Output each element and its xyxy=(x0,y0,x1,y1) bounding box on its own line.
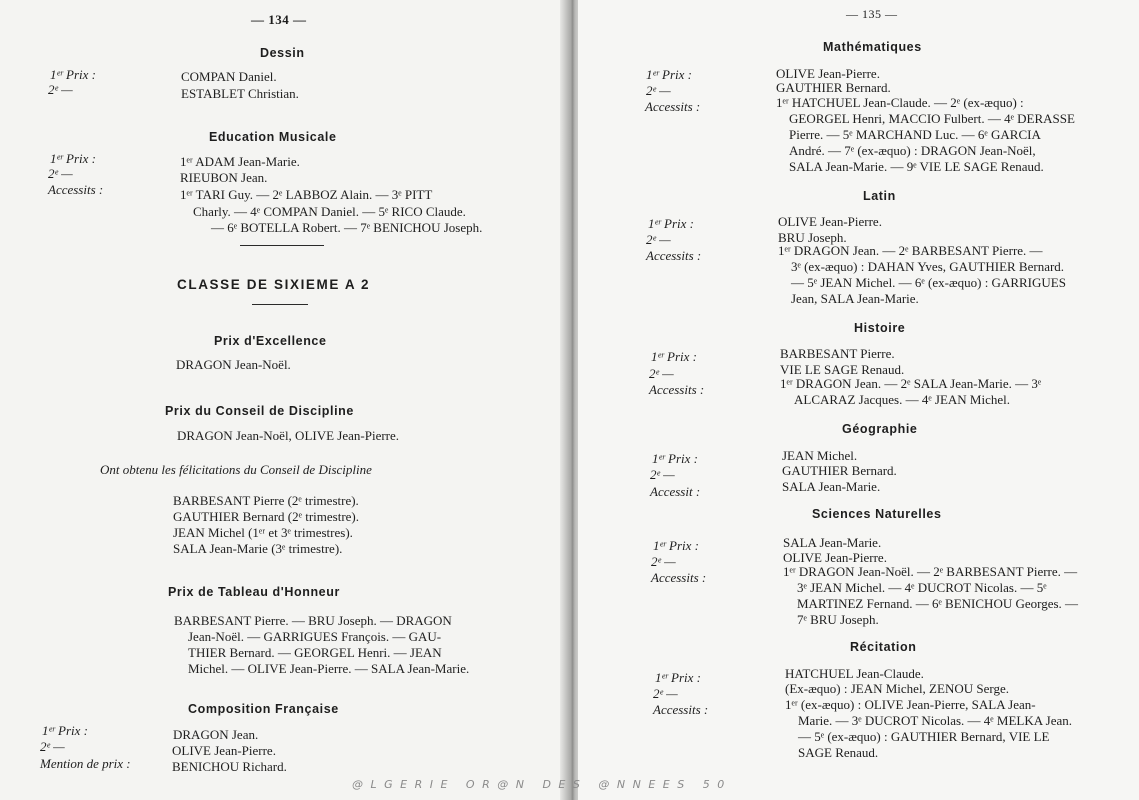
accessits-line: GEORGEL Henri, MACCIO Fulbert. — 4ᵉ DERASSE xyxy=(789,111,1075,126)
accessits-line: 3ᵉ JEAN Michel. — 4ᵉ DUCROT Nicolas. — 5ᵉ xyxy=(797,580,1047,595)
value: DRAGON Jean-Noël. xyxy=(176,357,291,372)
value: COMPAN Daniel. xyxy=(181,69,277,84)
page-number-left: — 134 — xyxy=(251,12,307,27)
label-2e: 2ᵉ — xyxy=(650,467,675,482)
label-accessits: Accessits : xyxy=(653,702,709,717)
heading-composition-francaise: Composition Française xyxy=(188,702,339,716)
heading-conseil-discipline: Prix du Conseil de Discipline xyxy=(165,404,354,418)
label-1er-prix: 1ᵉʳ Prix : xyxy=(50,67,97,82)
label-1er-prix: 1ᵉʳ Prix : xyxy=(648,216,695,231)
value: BARBESANT Pierre. xyxy=(780,346,895,361)
watermark-text: @LGERIE OR@N DES @NNEES 50 xyxy=(352,778,732,791)
heading-felicitations: Ont obtenu les félicitations du Conseil de Discipline xyxy=(100,462,372,477)
label-1er-prix: 1ᵉʳ Prix : xyxy=(655,670,702,685)
accessits-line: 1ᵉʳ DRAGON Jean. — 2ᵉ SALA Jean-Marie. — 3ᵉ xyxy=(780,376,1042,391)
value: HATCHUEL Jean-Claude. xyxy=(785,666,924,681)
value: BENICHOU Richard. xyxy=(172,759,287,774)
accessits-line: — 5ᵉ (ex-æquo) : GAUTHIER Bernard, VIE LE xyxy=(798,729,1050,744)
accessits-line: 1ᵉʳ HATCHUEL Jean-Claude. — 2ᵉ (ex-æquo) : xyxy=(776,95,1024,110)
value: BRU Joseph. xyxy=(778,230,847,245)
label-2e: 2ᵉ — xyxy=(646,83,671,98)
accessits-line: MARTINEZ Fernand. — 6ᵉ BENICHOU Georges. — xyxy=(797,596,1079,611)
accessits-line: — 6ᵉ BOTELLA Robert. — 7ᵉ BENICHOU Joseph. xyxy=(211,220,483,235)
label-1er-prix: 1ᵉʳ Prix : xyxy=(646,67,693,82)
label-mention: Mention de prix : xyxy=(40,756,131,771)
label-accessits: Accessits : xyxy=(48,182,104,197)
value: GAUTHIER Bernard. xyxy=(776,80,891,95)
label-2e: 2ᵉ — xyxy=(48,82,73,97)
accessits-line: Marie. — 3ᵉ DUCROT Nicolas. — 4ᵉ MELKA Jean. xyxy=(798,713,1072,728)
value: VIE LE SAGE Renaud. xyxy=(780,362,905,377)
heading-geographie: Géographie xyxy=(842,422,918,436)
heading-dessin: Dessin xyxy=(260,46,305,60)
heading-recitation: Récitation xyxy=(850,640,917,654)
list-item: JEAN Michel (1ᵉʳ et 3ᵉ trimestres). xyxy=(173,525,353,540)
heading-tableau-honneur: Prix de Tableau d'Honneur xyxy=(168,585,340,599)
divider xyxy=(252,304,308,305)
accessits-line: 3ᵉ (ex-æquo) : DAHAN Yves, GAUTHIER Bernard. xyxy=(791,259,1065,274)
accessits-line: André. — 7ᵉ (ex-æquo) : DRAGON Jean-Noël, xyxy=(789,143,1036,158)
label-2e: 2ᵉ — xyxy=(646,232,671,247)
value: OLIVE Jean-Pierre. xyxy=(783,550,887,565)
value: DRAGON Jean-Noël, OLIVE Jean-Pierre. xyxy=(177,428,400,443)
paragraph-line: BARBESANT Pierre. — BRU Joseph. — DRAGON xyxy=(174,613,452,628)
accessits-line: Charly. — 4ᵉ COMPAN Daniel. — 5ᵉ RICO Claude. xyxy=(193,204,466,219)
label-1er-prix: 1ᵉʳ Prix : xyxy=(50,151,97,166)
accessits-line: 1ᵉʳ DRAGON Jean. — 2ᵉ BARBESANT Pierre. — xyxy=(778,243,1043,258)
label-accessits: Accessits : xyxy=(646,248,702,263)
page-number-right: — 135 — xyxy=(846,7,898,21)
heading-latin: Latin xyxy=(863,189,896,203)
value: ESTABLET Christian. xyxy=(181,86,299,101)
divider xyxy=(240,245,324,246)
heading-histoire: Histoire xyxy=(854,321,906,335)
label-2e: 2ᵉ — xyxy=(48,166,73,181)
value: RIEUBON Jean. xyxy=(180,170,268,185)
accessits-line: Jean, SALA Jean-Marie. xyxy=(791,291,919,306)
accessits-line: SAGE Renaud. xyxy=(798,745,879,760)
accessits-line: 1ᵉʳ (ex-æquo) : OLIVE Jean-Pierre, SALA Jean- xyxy=(785,697,1036,712)
class-title: CLASSE DE SIXIEME A 2 xyxy=(177,277,371,292)
accessits-line: ALCARAZ Jacques. — 4ᵉ JEAN Michel. xyxy=(794,392,1010,407)
accessits-line: 1ᵉʳ TARI Guy. — 2ᵉ LABBOZ Alain. — 3ᵉ PITT xyxy=(180,187,433,202)
label-2e: 2ᵉ — xyxy=(653,686,678,701)
heading-sciences-naturelles: Sciences Naturelles xyxy=(812,507,942,521)
heading-education-musicale: Education Musicale xyxy=(209,130,337,144)
value: DRAGON Jean. xyxy=(173,727,259,742)
value: 1ᵉʳ ADAM Jean-Marie. xyxy=(180,154,300,169)
label-2e: 2ᵉ — xyxy=(651,554,676,569)
label-1er-prix: 1ᵉʳ Prix : xyxy=(42,723,89,738)
label-accessit: Accessit : xyxy=(650,484,701,499)
value: SALA Jean-Marie. xyxy=(783,535,882,550)
accessits-line: 1ᵉʳ DRAGON Jean-Noël. — 2ᵉ BARBESANT Pierre. — xyxy=(783,564,1078,579)
right-page xyxy=(578,0,1139,800)
value: OLIVE Jean-Pierre. xyxy=(776,66,880,81)
list-item: GAUTHIER Bernard (2ᵉ trimestre). xyxy=(173,509,359,524)
value: (Ex-æquo) : JEAN Michel, ZENOU Serge. xyxy=(785,681,1009,696)
label-1er-prix: 1ᵉʳ Prix : xyxy=(653,538,700,553)
label-2e: 2ᵉ — xyxy=(40,739,65,754)
label-2e: 2ᵉ — xyxy=(649,366,674,381)
accessits-line: 7ᵉ BRU Joseph. xyxy=(797,612,879,627)
label-accessits: Accessits : xyxy=(649,382,705,397)
list-item: SALA Jean-Marie (3ᵉ trimestre). xyxy=(173,541,343,556)
value: OLIVE Jean-Pierre. xyxy=(172,743,276,758)
heading-prix-excellence: Prix d'Excellence xyxy=(214,334,327,348)
value: OLIVE Jean-Pierre. xyxy=(778,214,882,229)
value: JEAN Michel. xyxy=(782,448,858,463)
paragraph-line: THIER Bernard. — GEORGEL Henri. — JEAN xyxy=(188,645,442,660)
paragraph-line: Jean-Noël. — GARRIGUES François. — GAU- xyxy=(188,629,442,644)
value: GAUTHIER Bernard. xyxy=(782,463,897,478)
accessits-line: Pierre. — 5ᵉ MARCHAND Luc. — 6ᵉ GARCIA xyxy=(789,127,1041,142)
label-accessits: Accessits : xyxy=(651,570,707,585)
value: SALA Jean-Marie. xyxy=(782,479,881,494)
label-accessits: Accessits : xyxy=(645,99,701,114)
heading-mathematiques: Mathématiques xyxy=(823,40,922,54)
label-1er-prix: 1ᵉʳ Prix : xyxy=(652,451,699,466)
paragraph-line: Michel. — OLIVE Jean-Pierre. — SALA Jean-Marie. xyxy=(188,661,470,676)
list-item: BARBESANT Pierre (2ᵉ trimestre). xyxy=(173,493,359,508)
accessits-line: SALA Jean-Marie. — 9ᵉ VIE LE SAGE Renaud. xyxy=(789,159,1044,174)
label-1er-prix: 1ᵉʳ Prix : xyxy=(651,349,698,364)
accessits-line: — 5ᵉ JEAN Michel. — 6ᵉ (ex-æquo) : GARRIGUES xyxy=(791,275,1066,290)
